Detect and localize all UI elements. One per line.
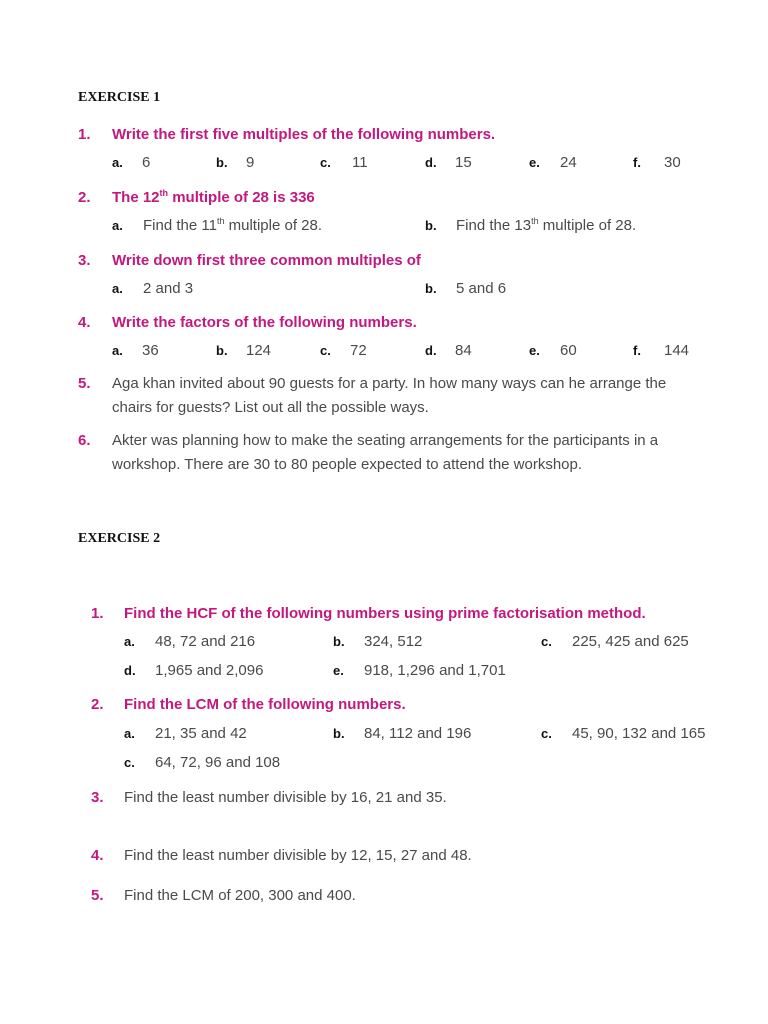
question-number: 1. [78, 126, 91, 143]
option-value: 36 [142, 342, 159, 359]
question-text-line-2: workshop. There are 30 to 80 people expected to attend the workshop. [112, 456, 583, 473]
option-value: 11 [352, 154, 368, 171]
option-letter: b. [333, 726, 345, 741]
option-value: 2 and 3 [143, 280, 194, 297]
option-value: 72 [350, 342, 367, 359]
question-number: 2. [91, 696, 104, 713]
option-value: 5 and 6 [456, 280, 507, 297]
option-value: 24 [560, 154, 577, 171]
question-number: 2. [78, 189, 91, 206]
question-text: Find the HCF of the following numbers using prime factorisation method. [124, 605, 646, 622]
question-number: 3. [91, 789, 104, 806]
option-value: 144 [664, 342, 690, 359]
option-value: 48, 72 and 216 [155, 633, 256, 650]
option-letter: a. [124, 726, 135, 741]
option-letter: e. [529, 343, 540, 358]
question-number: 6. [78, 432, 91, 449]
question-text-line-1: Akter was planning how to make the seating arrangements for the participants in a [112, 432, 659, 449]
option-value: 124 [246, 342, 272, 359]
option-letter: e. [333, 663, 344, 678]
option-letter: b. [333, 634, 345, 649]
question-text: Write the first five multiples of the following numbers. [112, 126, 496, 143]
option-value: 324, 512 [364, 633, 423, 650]
option-letter: c. [320, 343, 331, 358]
question-number: 4. [78, 314, 91, 331]
option-letter: f. [633, 155, 641, 170]
option-letter: d. [425, 343, 437, 358]
option-letter: a. [112, 155, 123, 170]
option-letter: c. [124, 755, 135, 770]
question-text: Find the LCM of the following numbers. [124, 696, 406, 713]
option-letter: c. [541, 634, 552, 649]
option-value: 45, 90, 132 and 165 [572, 725, 706, 742]
option-value: 21, 35 and 42 [155, 725, 247, 742]
option-value: 918, 1,296 and 1,701 [364, 662, 506, 679]
question-text: Find the least number divisible by 12, 15, 27 and 48. [124, 847, 472, 864]
option-value: 225, 425 and 625 [572, 633, 689, 650]
option-letter: f. [633, 343, 641, 358]
option-letter: a. [112, 218, 123, 233]
question-text: Write the factors of the following numbers. [112, 314, 417, 331]
option-value: 6 [142, 154, 151, 171]
question-text: Write down first three common multiples of [112, 252, 421, 269]
option-letter: a. [112, 343, 123, 358]
question-number: 4. [91, 847, 104, 864]
option-value: 1,965 and 2,096 [155, 662, 264, 679]
question-number: 5. [78, 375, 91, 392]
option-letter: d. [425, 155, 437, 170]
option-value: 60 [560, 342, 577, 359]
option-letter: b. [216, 155, 228, 170]
option-value: 84, 112 and 196 [364, 725, 472, 742]
exercise-1-title: EXERCISE 1 [78, 90, 161, 105]
option-value: Find the 13th multiple of 28. [456, 216, 637, 234]
option-letter: c. [541, 726, 552, 741]
option-letter: b. [216, 343, 228, 358]
question-text-line-1: Aga khan invited about 90 guests for a party. In how many ways can he arrange the [112, 375, 667, 392]
question-text: Find the LCM of 200, 300 and 400. [124, 887, 356, 904]
option-value: Find the 11th multiple of 28. [143, 216, 323, 234]
option-letter: a. [112, 281, 123, 296]
question-text: Find the least number divisible by 16, 21 and 35. [124, 789, 447, 806]
question-text: The 12th multiple of 28 is 336 [112, 188, 315, 206]
option-letter: d. [124, 663, 136, 678]
option-letter: b. [425, 218, 437, 233]
question-number: 1. [91, 605, 104, 622]
option-letter: c. [320, 155, 331, 170]
option-value: 9 [246, 154, 255, 171]
question-number: 3. [78, 252, 91, 269]
option-letter: e. [529, 155, 540, 170]
option-value: 64, 72, 96 and 108 [155, 754, 281, 771]
question-text-line-2: chairs for guests? List out all the possible ways. [112, 399, 429, 416]
option-value: 15 [455, 154, 472, 171]
option-letter: b. [425, 281, 437, 296]
option-value: 30 [664, 154, 681, 171]
question-number: 5. [91, 887, 104, 904]
option-letter: a. [124, 634, 135, 649]
exercise-2-title: EXERCISE 2 [78, 531, 161, 546]
option-value: 84 [455, 342, 472, 359]
